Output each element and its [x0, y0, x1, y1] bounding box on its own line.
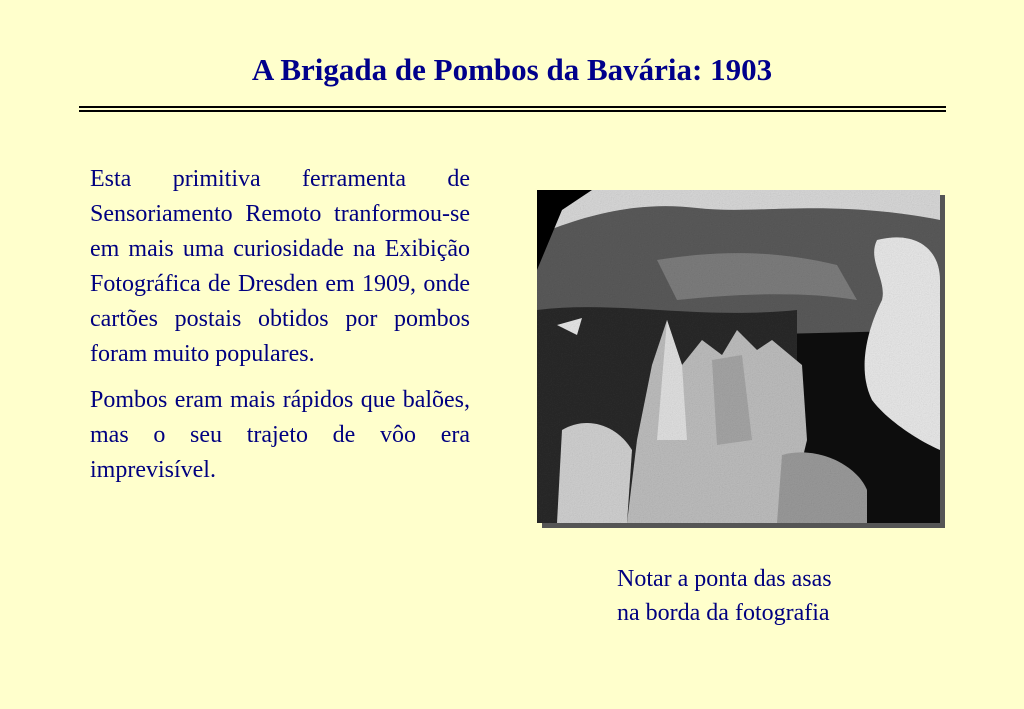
caption-line-1: Notar a ponta das asas: [617, 566, 832, 592]
title-divider-bottom: [79, 110, 946, 112]
body-text: [90, 162, 470, 499]
slide-title: A Brigada de Pombos da Bavária: 1903: [251, 52, 773, 87]
pigeon-photo: [537, 190, 940, 523]
paragraph-2: Pombos eram mais rápidos que balões, mas o seu trajeto de vôo era imprevisível.: [90, 387, 470, 483]
caption-line-2: na borda da fotografia: [617, 600, 830, 626]
aerial-photo-illustration: [537, 190, 940, 523]
photo-caption: [617, 562, 897, 630]
title-divider-top: [79, 106, 946, 108]
paragraph-1: Esta primitiva ferramenta de Sensoriamento Remoto tranformou-se em mais uma curiosidade na Exibição Fotográfica de Dresden em 1909, onde cartões postais obtidos por pombos foram muito populares.: [90, 166, 470, 367]
